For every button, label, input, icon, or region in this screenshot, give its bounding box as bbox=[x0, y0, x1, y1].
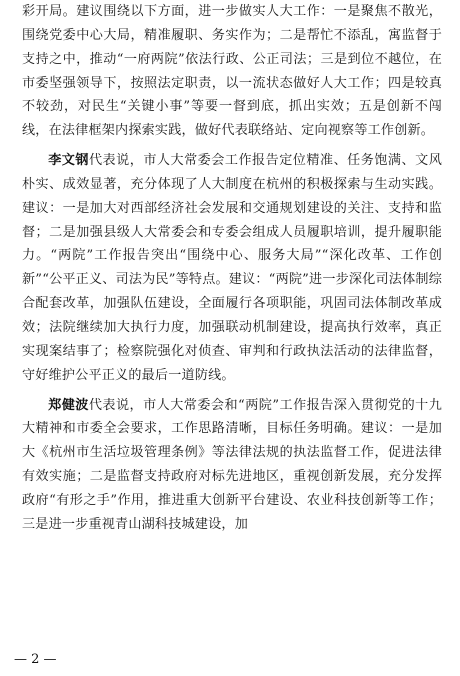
speaker-name: 李文钢 bbox=[48, 153, 89, 169]
paragraph-text: 彩开局。建议围绕以下方面，进一步做实人大工作：一是聚焦不散光，围绕党委中心大局，精准履职、务实作为；二是帮忙不添乱，寓监督于支持之中，推动“一府两院”依法行政、公正司法；三是到位不越位，在市委坚强领导下，按照法定职责，以一流状态做好人大工作；四是较真不较劲，对民生“关键小事”等要一督到底，抓出实效；五是创新不闯线，在法律框架内探索实践，做好代表联络站、定向视察等工作创新。 bbox=[22, 4, 442, 139]
paragraph-continuation bbox=[22, 0, 442, 143]
paragraph-text: 代表说，市人大常委会工作报告定位精准、任务饱满、文风朴实、成效显著，充分体现了人大制度在杭州的积极探索与生动实践。建议：一是加大对西部经济社会发展和交通规划建设的关注、支持和监督；二是加强县级人大常委会和专委会组成人员履职培训，提升履职能力。“两院”工作报告突出“围绕中心、服务大局”“深化改革、工作创新”“公平正义、司法为民”等特点。建议：“两院”进一步深化司法体制综合配套改革，加强队伍建设，全面履行各项职能，巩固司法体制改革成效；法院继续加大执行力度，加强联动机制建设，提高执行效率，真正实现案结事了；检察院强化对侦查、审判和行政执法活动的法律监督，守好维护公平正义的最后一道防线。 bbox=[22, 153, 442, 383]
document-page bbox=[22, 0, 442, 543]
paragraph-li-wengang bbox=[22, 149, 442, 387]
page-number: — 2 — bbox=[14, 652, 57, 667]
speaker-name: 郑健波 bbox=[48, 397, 89, 413]
paragraph-text: 代表说，市人大常委会和“两院”工作报告深入贯彻党的十九大精神和市委全会要求，工作思路清晰，目标任务明确。建议：一是加大《杭州市生活垃圾管理条例》等法律法规的执法监督工作，促进法律有效实施；二是监督支持政府对标先进地区，重视创新发展，充分发挥政府“有形之手”作用，推进重大创新平台建设、农业科技创新等工作；三是进一步重视青山湖科技城建设，加 bbox=[22, 397, 442, 532]
paragraph-zheng-jianbo bbox=[22, 394, 442, 537]
